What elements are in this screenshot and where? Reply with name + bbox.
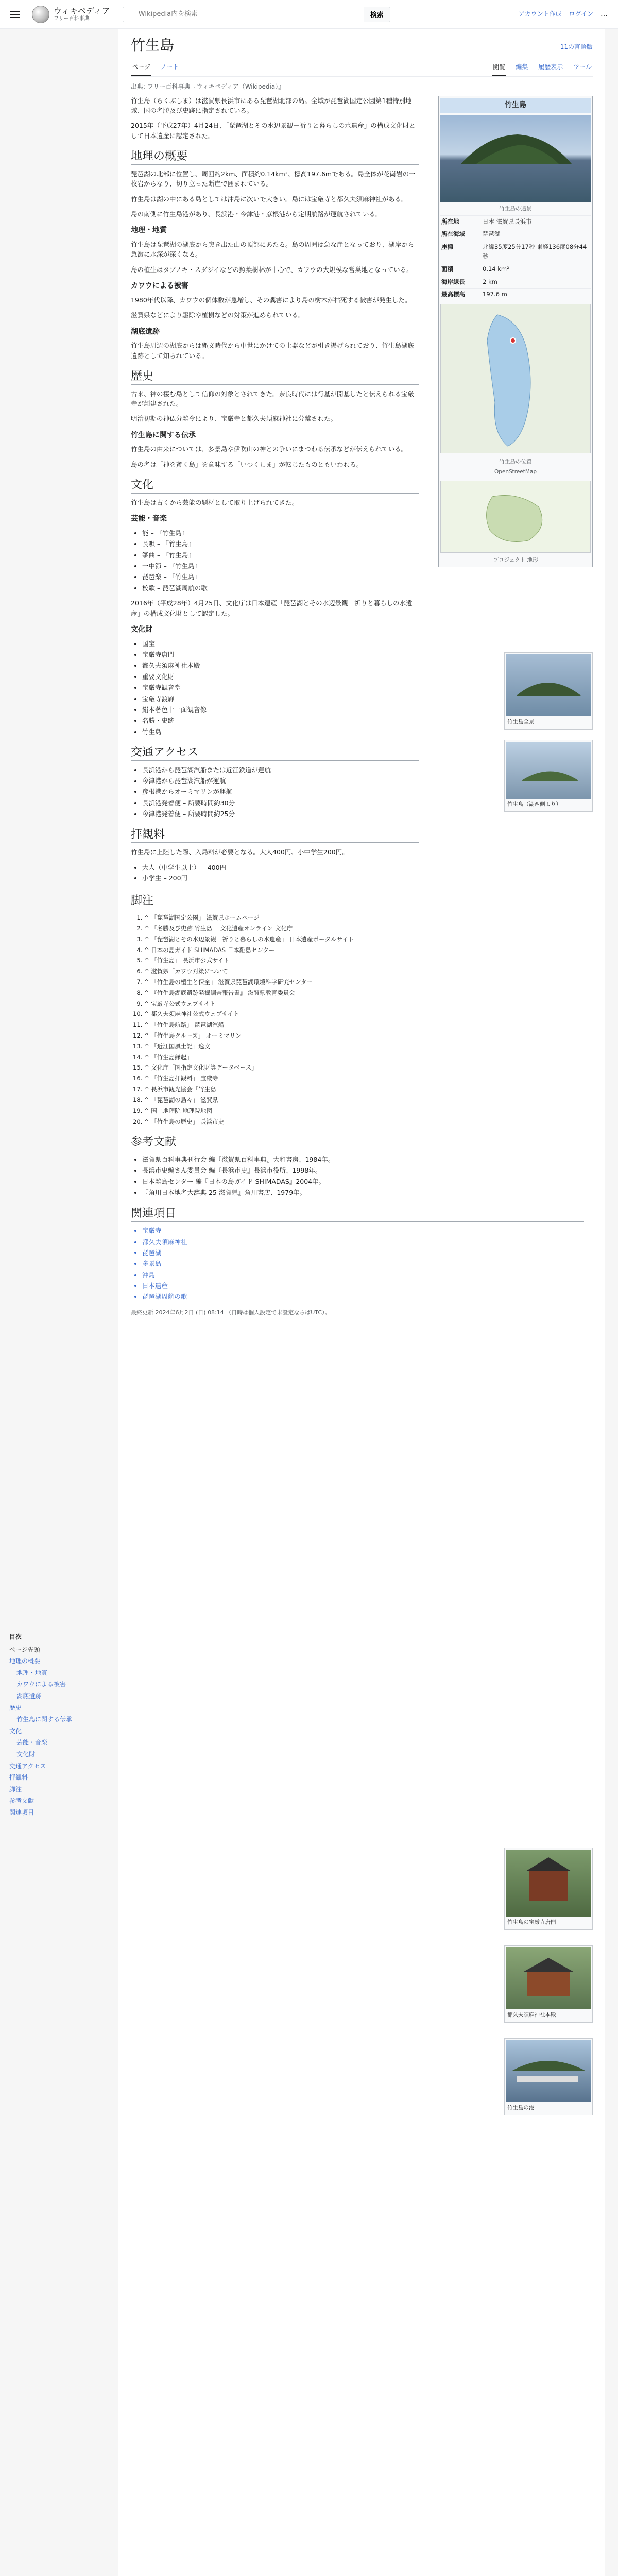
infobox-title: 竹生島 (440, 98, 591, 113)
list-item: • 長浜港発着便 – 所要時間約30分 (142, 798, 419, 808)
paragraph: 島の名は「神を斎く島」を意味する「いつくしま」が転じたものともいわれる。 (131, 460, 363, 468)
list-item: • 小学生 – 200円 (142, 873, 419, 883)
reference-item: • 滋賀県百科事典刊行会 編『滋賀県百科事典』大和書房、1984年。 (142, 1155, 584, 1164)
footnote-item: 11. ^ 「竹生島航路」 琵琶湖汽船 (144, 1021, 584, 1030)
page-title: 竹生島 (131, 37, 175, 54)
map-credit-link[interactable]: OpenStreetMap (494, 469, 537, 476)
login-link[interactable]: ログイン (569, 10, 593, 18)
infobox-row (440, 288, 591, 301)
footnote-item: 6. ^ 滋賀県「カワウ対策について」 (144, 967, 584, 976)
list-item: • 長浜港から琵琶湖汽船または近江鉄道が運航 (142, 765, 419, 775)
infobox-row (440, 263, 591, 276)
list-item: • 長唄 – 『竹生島』 (142, 539, 419, 549)
related-link[interactable]: • 日本遺産 (142, 1281, 584, 1291)
infobox-row (440, 228, 591, 241)
section-heading: 歴史 (131, 369, 419, 385)
toc-item[interactable]: 芸能・音楽 (16, 1739, 48, 1747)
footnote-item: 4. ^ 日本の島ガイド SHIMADAS 日本離島センター (144, 946, 584, 955)
thumbnail-caption: 竹生島全景 (507, 718, 535, 725)
footnote-item: 5. ^ 「竹生島」 長浜市公式サイト (144, 956, 584, 965)
list-item: • 今津港発着便 – 所要時間約25分 (142, 809, 419, 819)
more-options-icon[interactable]: … (600, 9, 608, 18)
language-button[interactable]: 11の言語版 (560, 43, 593, 50)
site-logo[interactable] (32, 6, 110, 23)
infobox-key: 所在海域 (441, 230, 465, 238)
list-item: • 宝厳寺観音堂 (142, 683, 419, 692)
subsection-heading: 文化財 (131, 625, 152, 634)
footnote-item: 14. ^ 『竹生島縁起』 (144, 1053, 584, 1062)
footnote-item: 1. ^ 「琵琶湖国定公園」 滋賀県ホームページ (144, 913, 584, 923)
infobox-value: 日本 滋賀県長浜市 (483, 217, 532, 225)
section-heading: 関連項目 (131, 1206, 584, 1222)
tab-edit[interactable]: 編集 (516, 63, 528, 71)
main-content (118, 29, 605, 2576)
toc-item[interactable]: 脚注 (9, 1785, 22, 1793)
list-item: • 重要文化財 (142, 672, 419, 682)
list-item: • 都久夫須麻神社本殿 (142, 660, 419, 670)
subsection-heading: 地理・地質 (131, 226, 167, 235)
thumbnail-caption: 竹生島（湖西側より） (507, 801, 561, 807)
infobox-key: 面積 (441, 265, 453, 273)
footnote-item: 17. ^ 長浜市観光協会「竹生島」 (144, 1085, 584, 1094)
list-item: • 宝厳寺唐門 (142, 650, 419, 659)
terrain-map[interactable] (440, 481, 591, 553)
paragraph: 古来、神の棲む島として信仰の対象とされてきた。奈良時代には行基が開基したと伝えられる宝厳寺が創建された。 (131, 389, 415, 408)
footnote-item: 20. ^ 「竹生島の歴史」 長浜市史 (144, 1117, 584, 1127)
access-list (142, 765, 419, 819)
section-heading: 交通アクセス (131, 745, 419, 761)
infobox (438, 96, 593, 567)
list-item: • 琵琶楽 – 『竹生島』 (142, 572, 419, 582)
infobox-row (440, 276, 591, 289)
paragraph: 竹生島に上陸した際、入島料が必要となる。大人400円、小中学生200円。 (131, 848, 349, 856)
list-item: • 竹生島 (142, 727, 419, 737)
toc-item[interactable]: 竹生島に関する伝承 (16, 1716, 73, 1723)
thumbnail-image (506, 1947, 591, 2009)
footnote-item: 8. ^ 『竹生島湖底遺跡発掘調査報告書』 滋賀県教育委員会 (144, 989, 584, 998)
related-link[interactable]: • 多景島 (142, 1259, 584, 1268)
toc-item[interactable]: 参考文献 (9, 1797, 35, 1805)
infobox-value: 0.14 km² (483, 265, 509, 273)
site-tagline: フリー百科事典 (54, 15, 90, 22)
subsection-heading: 竹生島に関する伝承 (131, 431, 196, 439)
page-tabs (131, 59, 593, 77)
tab-history[interactable]: 履歴表示 (538, 63, 563, 71)
footnote-item: 3. ^ 「琵琶湖とその水辺景観－祈りと暮らしの水遺産」 日本遺産ポータルサイト (144, 935, 584, 944)
infobox-value: 琵琶湖 (483, 230, 501, 238)
list-item: • 国宝 (142, 639, 419, 649)
paragraph: 竹生島は湖の中にある島としては沖島に次いで大きい。島には宝厳寺と都久夫須麻神社がある。 (131, 195, 408, 203)
paragraph: 竹生島周辺の湖底からは縄文時代から中世にかけての土器などが引き揚げられており、竹生島湖底遺跡として知られている。 (131, 342, 415, 360)
toc-item[interactable]: 文化財 (16, 1750, 36, 1758)
references-list (142, 1155, 584, 1198)
footnote-item: 19. ^ 国土地理院 地理院地図 (144, 1107, 584, 1116)
tab-page[interactable]: ページ (131, 59, 151, 76)
list-item: • 能 – 『竹生島』 (142, 528, 419, 538)
reference-item: • 日本離島センター 編『日本の島ガイド SHIMADAS』2004年。 (142, 1177, 584, 1187)
paragraph: 竹生島は琵琶湖の湖底から突き出た山の頂部にあたる。島の周囲は急な崖となっており、湖岸から急激に水深が深くなる。 (131, 240, 415, 259)
related-list (142, 1226, 584, 1302)
thumbnail-figure[interactable] (504, 740, 593, 812)
toc-item[interactable]: 拝観料 (9, 1774, 28, 1782)
thumbnail-image (506, 1850, 591, 1917)
infobox-row (440, 215, 591, 228)
footnote-item: 16. ^ 「竹生島拝観料」 宝厳寺 (144, 1074, 584, 1083)
tab-tools[interactable]: ツール (573, 63, 592, 71)
reference-item: • 『角川日本地名大辞典 25 滋賀県』角川書店、1979年。 (142, 1188, 584, 1197)
toc-item[interactable]: カワウによる被害 (16, 1681, 66, 1688)
footnote-item: 9. ^ 宝厳寺公式ウェブサイト (144, 999, 584, 1009)
related-link[interactable]: • 沖島 (142, 1270, 584, 1280)
related-link[interactable]: • 琵琶湖 (142, 1248, 584, 1258)
toc-item[interactable]: 文化 (9, 1727, 22, 1735)
list-item: • 名勝・史跡 (142, 716, 419, 725)
cultural-property-list (142, 639, 419, 737)
toc-item[interactable]: 地理・地質 (16, 1669, 48, 1676)
paragraph: 島の植生はタブノキ・スダジイなどの照葉樹林が中心で、カワウの大規模な営巣地となっている。 (131, 265, 413, 274)
toc-item[interactable]: 交通アクセス (9, 1762, 46, 1770)
terrain-map-caption: プロジェクト 地形 (493, 556, 538, 563)
toc-title: 目次 (9, 1633, 22, 1640)
paragraph: 島の南側に竹生島港があり、長浜港・今津港・彦根港から定期航路が運航されている。 (131, 210, 382, 218)
list-item: • 校歌 – 琵琶湖周航の歌 (142, 583, 419, 593)
paragraph: 明治初期の神仏分離令により、宝厳寺と都久夫須麻神社に分離された。 (131, 415, 337, 423)
island-photo[interactable] (440, 115, 591, 202)
section-heading: 脚注 (131, 893, 584, 909)
tab-read[interactable]: 閲覧 (492, 59, 506, 76)
paragraph: 2016年（平成28年）4月25日、文化庁は日本遺産「琵琶湖とその水辺景観－祈りと暮らしの水遺産」の構成文化財として認定した。 (131, 599, 413, 617)
footnote-item: 15. ^ 文化庁「国指定文化財等データベース」 (144, 1063, 584, 1073)
article-body (131, 96, 419, 884)
section-heading: 拝観料 (131, 827, 419, 843)
paragraph: 竹生島の由来については、多景島や伊吹山の神との争いにまつわる伝承などが伝えられている。 (131, 445, 408, 453)
user-links (519, 9, 608, 20)
footnotes-list (144, 913, 584, 1126)
thumbnail-caption: 竹生島の宝厳寺唐門 (507, 1919, 556, 1925)
reference-item: • 長浜市史編さん委員会 編『長浜市史』長浜市役所、1998年。 (142, 1165, 584, 1175)
fee-list (142, 862, 419, 884)
source-line: 出典: フリー百科事典『ウィキペディア（Wikipedia）』 (131, 82, 285, 90)
site-header (0, 0, 618, 29)
list-item: • 大人（中学生以上） – 400円 (142, 862, 419, 872)
infobox-value: 197.6 m (483, 291, 507, 298)
infobox-row (440, 241, 591, 263)
location-map[interactable] (440, 304, 591, 453)
list-item: • 絹本著色十一面観音像 (142, 705, 419, 715)
photo-caption: 竹生島の遠景 (499, 206, 532, 212)
map-caption: 竹生島の位置 (499, 459, 532, 465)
list-item: • 一中節 – 『竹生島』 (142, 561, 419, 571)
last-modified: 最終更新 2024年6月2日 (日) 08:14 （日時は個人設定で未設定ならばUTC）。 (131, 1309, 331, 1316)
sidebar (0, 29, 118, 2576)
footnote-item: 12. ^ 「竹生島クルーズ」 オーミマリン (144, 1031, 584, 1041)
thumbnail-caption: 都久夫須麻神社本殿 (507, 2011, 556, 2018)
search-button[interactable]: 検索 (364, 7, 390, 22)
list-item: • 宝厳寺渡廊 (142, 694, 419, 704)
list-item: • 箏曲 – 『竹生島』 (142, 550, 419, 560)
thumbnail-caption: 竹生島の港 (507, 2104, 535, 2111)
thumbnail-figure[interactable] (504, 1848, 593, 1930)
toc-item[interactable]: ページ先頭 (9, 1646, 40, 1653)
subsection-heading: 芸能・音楽 (131, 515, 167, 523)
thumbnail-image (506, 654, 591, 716)
footnote-item: 18. ^ 「琵琶湖の島々」 滋賀県 (144, 1096, 584, 1105)
toc-item[interactable]: 関連項目 (9, 1808, 35, 1816)
paragraph: 琵琶湖の北部に位置し、周囲約2km、面積約0.14km²、標高197.6mである。島全体が花崗岩の一枚岩からなり、切り立った断崖で囲まれている。 (131, 170, 416, 188)
intro-paragraph: 竹生島（ちくぶしま）は滋賀県長浜市にある琵琶湖北部の島。全域が琵琶湖国定公園第1種特別地域、国の名勝及び史跡に指定されている。 (131, 96, 412, 114)
footnote-item: 7. ^ 「竹生島の植生と保全」 滋賀県琵琶湖環境科学研究センター (144, 978, 584, 987)
infobox-key: 所在地 (441, 217, 459, 225)
section-heading: 参考文献 (131, 1134, 584, 1150)
tab-talk[interactable]: ノート (160, 63, 179, 71)
search-form (123, 7, 390, 22)
paragraph: 滋賀県などにより駆除や植樹などの対策が進められている。 (131, 311, 305, 319)
list-item: • 今津港から琵琶湖汽船が運航 (142, 776, 419, 786)
thumbnail-image (506, 2040, 591, 2102)
main-menu-icon[interactable] (10, 7, 25, 22)
section-heading: 地理の概要 (131, 149, 419, 165)
infobox-value: 2 km (483, 278, 497, 285)
paragraph: 竹生島は古くから芸能の題材として取り上げられてきた。 (131, 498, 299, 506)
footnote-item: 10. ^ 都久夫須麻神社公式ウェブサイト (144, 1010, 584, 1019)
footnote-item: 2. ^ 「名勝及び史跡 竹生島」 文化遺産オンライン 文化庁 (144, 924, 584, 934)
related-link[interactable]: • 琵琶湖周航の歌 (142, 1292, 584, 1301)
thumbnail-figure[interactable] (504, 2038, 593, 2115)
thumbnail-figure[interactable] (504, 652, 593, 730)
wikipedia-globe-icon (32, 6, 49, 23)
list-item: • 彦根港からオーミマリンが運航 (142, 787, 419, 796)
related-link[interactable]: • 宝厳寺 (142, 1226, 584, 1235)
table-of-contents (9, 1632, 112, 1819)
infobox-value: 北緯35度25分17秒 東経136度08分44秒 (483, 243, 587, 260)
toc-item[interactable]: 地理の概要 (9, 1657, 41, 1665)
subsection-heading: カワウによる被害 (131, 282, 188, 291)
toc-item[interactable]: 湖底遺跡 (16, 1692, 42, 1700)
site-name: ウィキペディア (54, 6, 110, 16)
create-account-link[interactable]: アカウント作成 (518, 10, 562, 18)
thumbnail-image (506, 742, 591, 799)
paragraph: 1980年代以降、カワウの個体数が急増し、その糞害により島の樹木が枯死する被害が発生した。 (131, 296, 411, 304)
section-heading: 文化 (131, 478, 419, 494)
arts-list (142, 528, 419, 593)
infobox-key: 海岸線長 (441, 278, 465, 285)
subsection-heading: 湖底遺跡 (131, 327, 160, 336)
search-input[interactable] (123, 7, 364, 22)
infobox-key: 座標 (441, 243, 453, 251)
intro-paragraph: 2015年（平成27年）4月24日、「琵琶湖とその水辺景観－祈りと暮らしの水遺産」の構成文化財として日本遺産に認定された。 (131, 122, 416, 140)
infobox-key: 最高標高 (441, 291, 465, 298)
toc-item[interactable]: 歴史 (9, 1704, 22, 1711)
related-link[interactable]: • 都久夫須麻神社 (142, 1237, 584, 1247)
thumbnail-figure[interactable] (504, 1945, 593, 2023)
footnote-item: 13. ^ 『近江国風土記』逸文 (144, 1042, 584, 1052)
